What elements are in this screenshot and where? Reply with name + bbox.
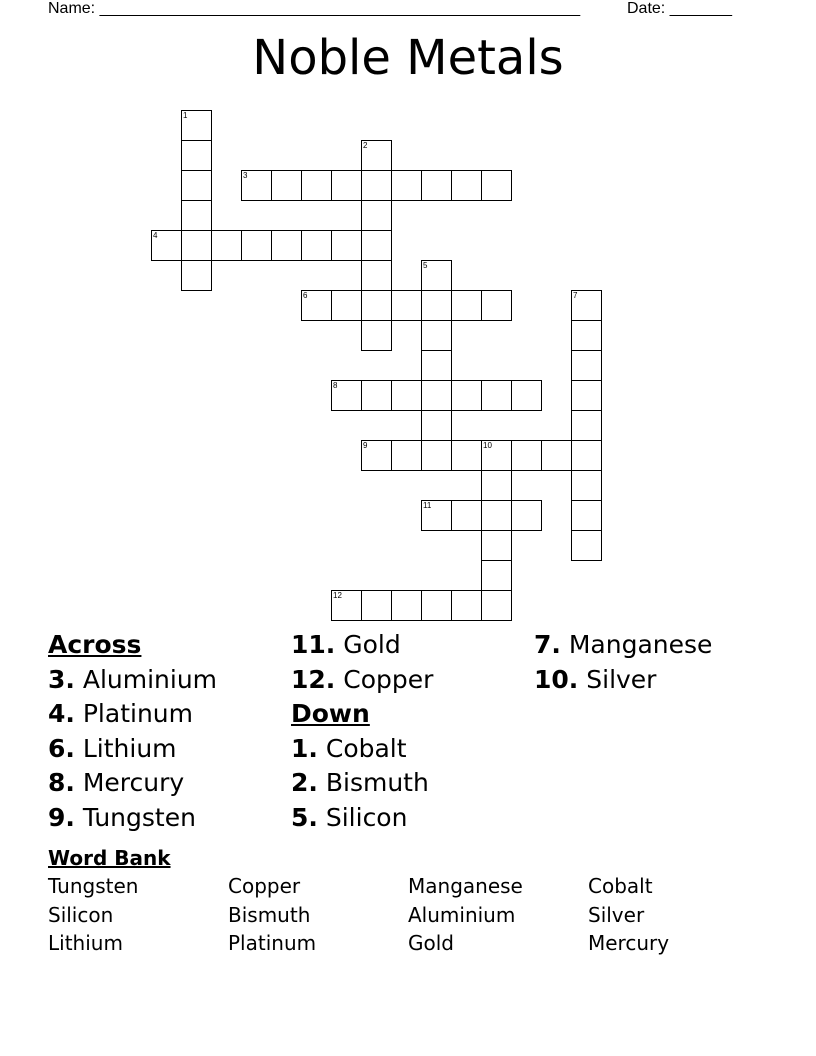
clue-down-7: 7. Manganese bbox=[534, 630, 713, 659]
crossword-cell[interactable] bbox=[481, 590, 512, 621]
crossword-cell[interactable] bbox=[421, 290, 452, 321]
clue-number: 9 bbox=[363, 441, 368, 450]
crossword-cell[interactable] bbox=[361, 230, 392, 261]
crossword-cell[interactable] bbox=[361, 140, 392, 171]
clue-down-10: 10. Silver bbox=[534, 664, 657, 694]
crossword-cell[interactable] bbox=[481, 470, 512, 501]
crossword-cell[interactable] bbox=[301, 230, 332, 261]
crossword-cell[interactable] bbox=[331, 590, 362, 621]
crossword-cell[interactable] bbox=[451, 170, 482, 201]
crossword-cell[interactable] bbox=[241, 230, 272, 261]
crossword-cell[interactable] bbox=[481, 530, 512, 561]
crossword-cell[interactable] bbox=[181, 200, 212, 231]
clues-column-1 bbox=[48, 628, 217, 835]
clue-across-11: 11. Gold bbox=[291, 630, 401, 659]
crossword-cell[interactable] bbox=[421, 590, 452, 621]
clue-number: 5 bbox=[423, 261, 428, 270]
crossword-cell[interactable] bbox=[241, 170, 272, 201]
crossword-cell[interactable] bbox=[331, 170, 362, 201]
clue-number: 3 bbox=[243, 171, 248, 180]
crossword-cell[interactable] bbox=[571, 380, 602, 411]
clue-across-12: 12. Copper bbox=[291, 664, 434, 694]
clue-across-6: 6. Lithium bbox=[48, 733, 177, 763]
crossword-cell[interactable] bbox=[271, 230, 302, 261]
crossword-cell[interactable] bbox=[391, 380, 422, 411]
crossword-cell[interactable] bbox=[391, 590, 422, 621]
crossword-cell[interactable] bbox=[181, 260, 212, 291]
crossword-cell[interactable] bbox=[211, 230, 242, 261]
clues-column-3 bbox=[534, 628, 712, 697]
crossword-cell[interactable] bbox=[391, 440, 422, 471]
down-heading: Down bbox=[291, 699, 370, 728]
across-heading: Across bbox=[48, 630, 142, 659]
crossword-cell[interactable] bbox=[511, 500, 542, 531]
clue-number: 11 bbox=[423, 501, 432, 510]
crossword-cell[interactable] bbox=[571, 350, 602, 381]
clue-across-9: 9. Tungsten bbox=[48, 802, 196, 832]
word-bank-title: Word Bank bbox=[48, 846, 171, 870]
crossword-cell[interactable] bbox=[421, 260, 452, 291]
crossword-cell[interactable] bbox=[181, 140, 212, 171]
crossword-cell[interactable] bbox=[481, 380, 512, 411]
crossword-cell[interactable] bbox=[391, 170, 422, 201]
crossword-cell[interactable] bbox=[421, 380, 452, 411]
crossword-cell[interactable] bbox=[391, 290, 422, 321]
word-bank-item: Manganese bbox=[408, 874, 523, 898]
crossword-cell[interactable] bbox=[511, 440, 542, 471]
crossword-cell[interactable] bbox=[571, 500, 602, 531]
crossword-cell[interactable] bbox=[301, 290, 332, 321]
crossword-cell[interactable] bbox=[421, 410, 452, 441]
word-bank-item: Aluminium bbox=[408, 903, 516, 927]
clue-number: 7 bbox=[573, 291, 578, 300]
crossword-cell[interactable] bbox=[361, 260, 392, 291]
crossword-cell[interactable] bbox=[481, 170, 512, 201]
clue-number: 8 bbox=[333, 381, 338, 390]
crossword-cell[interactable] bbox=[151, 230, 182, 261]
crossword-cell[interactable] bbox=[571, 470, 602, 501]
crossword-cell[interactable] bbox=[511, 380, 542, 411]
crossword-cell[interactable] bbox=[451, 380, 482, 411]
word-bank-item: Copper bbox=[228, 874, 301, 898]
crossword-cell[interactable] bbox=[571, 530, 602, 561]
page-title: Noble Metals bbox=[252, 30, 564, 86]
clues-column-2 bbox=[291, 628, 433, 835]
word-bank-item: Mercury bbox=[588, 931, 670, 955]
crossword-cell[interactable] bbox=[541, 440, 572, 471]
crossword-cell[interactable] bbox=[451, 290, 482, 321]
crossword-cell[interactable] bbox=[421, 320, 452, 351]
crossword-cell[interactable] bbox=[361, 590, 392, 621]
crossword-cell[interactable] bbox=[571, 440, 602, 471]
crossword-cell[interactable] bbox=[181, 170, 212, 201]
name-field-label: Name: ______________________________________________________ bbox=[48, 0, 581, 17]
crossword-cell[interactable] bbox=[181, 110, 212, 141]
crossword-cell[interactable] bbox=[451, 440, 482, 471]
crossword-cell[interactable] bbox=[361, 380, 392, 411]
clue-down-2: 2. Bismuth bbox=[291, 768, 429, 797]
crossword-cell[interactable] bbox=[361, 200, 392, 231]
word-bank-item: Silver bbox=[588, 903, 645, 927]
crossword-cell[interactable] bbox=[361, 320, 392, 351]
word-bank-item: Cobalt bbox=[588, 874, 653, 898]
clue-number: 10 bbox=[483, 441, 492, 450]
crossword-cell[interactable] bbox=[421, 350, 452, 381]
clue-number: 2 bbox=[363, 141, 368, 150]
crossword-cell[interactable] bbox=[481, 440, 512, 471]
crossword-cell[interactable] bbox=[361, 170, 392, 201]
crossword-cell[interactable] bbox=[361, 440, 392, 471]
clue-number: 1 bbox=[183, 111, 188, 120]
crossword-cell[interactable] bbox=[421, 500, 452, 531]
clue-down-5: 5. Silicon bbox=[291, 802, 408, 832]
word-bank-item: Lithium bbox=[48, 931, 123, 955]
crossword-cell[interactable] bbox=[481, 560, 512, 591]
crossword-cell[interactable] bbox=[421, 170, 452, 201]
crossword-cell[interactable] bbox=[481, 290, 512, 321]
crossword-cell[interactable] bbox=[451, 590, 482, 621]
word-bank-item: Gold bbox=[408, 931, 454, 955]
crossword-cell[interactable] bbox=[181, 230, 212, 261]
clue-across-8: 8. Mercury bbox=[48, 768, 185, 797]
crossword-cell[interactable] bbox=[331, 380, 362, 411]
crossword-cell[interactable] bbox=[331, 230, 362, 261]
clue-number: 4 bbox=[153, 231, 158, 240]
word-bank-item: Bismuth bbox=[228, 903, 311, 927]
clue-across-4: 4. Platinum bbox=[48, 699, 193, 728]
crossword-cell[interactable] bbox=[451, 500, 482, 531]
word-bank-item: Platinum bbox=[228, 931, 317, 955]
crossword-cell[interactable] bbox=[361, 290, 392, 321]
crossword-cell[interactable] bbox=[481, 500, 512, 531]
word-bank-item: Silicon bbox=[48, 903, 114, 927]
crossword-cell[interactable] bbox=[571, 320, 602, 351]
date-field-label: Date: _______ bbox=[627, 0, 732, 17]
clue-down-1: 1. Cobalt bbox=[291, 733, 407, 763]
crossword-cell[interactable] bbox=[571, 410, 602, 441]
clue-number: 6 bbox=[303, 291, 308, 300]
crossword-cell[interactable] bbox=[421, 440, 452, 471]
crossword-cell[interactable] bbox=[271, 170, 302, 201]
crossword-cell[interactable] bbox=[571, 290, 602, 321]
clue-across-3: 3. Aluminium bbox=[48, 664, 218, 694]
clue-number: 12 bbox=[333, 591, 342, 600]
crossword-cell[interactable] bbox=[301, 170, 332, 201]
word-bank-item: Tungsten bbox=[48, 874, 139, 898]
crossword-cell[interactable] bbox=[331, 290, 362, 321]
